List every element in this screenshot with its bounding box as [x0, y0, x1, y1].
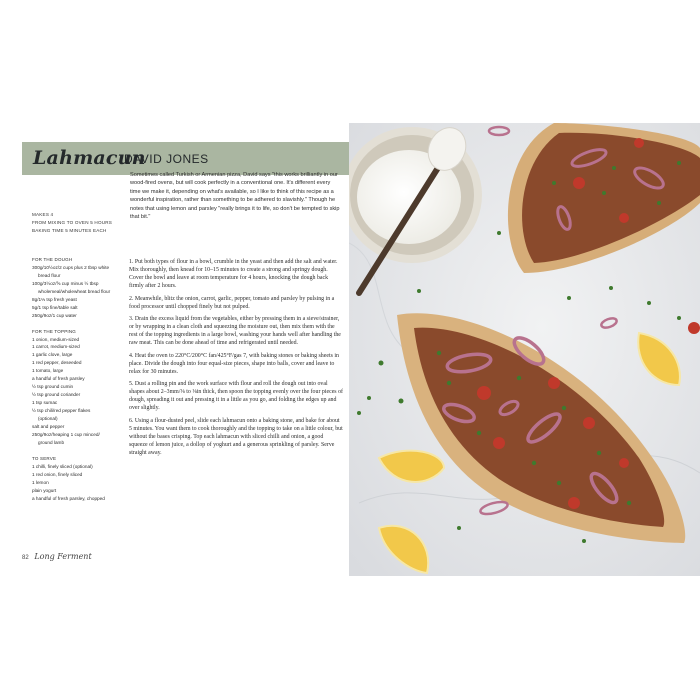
- book-title: Long Ferment: [34, 552, 92, 561]
- photo-illustration: [349, 123, 700, 576]
- recipe-meta: [32, 211, 127, 235]
- ingredient-item: ground lamb: [38, 439, 65, 445]
- lahmacun-photo: [349, 123, 700, 576]
- ingredient-item: 1 carrot, medium-sized: [32, 344, 80, 350]
- meta-mixing-time: FROM MIXING TO OVEN 5 HOURS: [32, 220, 113, 225]
- ingredient-item: plain yogurt: [32, 487, 57, 493]
- ingredient-item: bread flour: [38, 272, 61, 278]
- ingredients-list: [32, 256, 124, 503]
- ingredient-item: 1 red onion, finely sliced: [32, 471, 83, 477]
- ingredient-item: 1 red pepper, deseeded: [32, 360, 82, 366]
- ingredient-item: 1 tsp sumac: [32, 400, 58, 406]
- meta-baking-time: BAKING TIME 5 MINUTES EACH: [32, 228, 107, 233]
- ingredient-item: a handful of fresh parsley, chopped: [32, 495, 105, 501]
- page-number: 82: [22, 555, 29, 561]
- ingredient-heading-serve: TO SERVE: [32, 455, 57, 461]
- ingredient-heading-topping: FOR THE TOPPING: [32, 328, 77, 334]
- meta-makes: MAKES 4: [32, 212, 54, 217]
- ingredient-item: 250g/9oz/1 cup water: [32, 312, 77, 318]
- recipe-intro: Sometimes called Turkish or Armenian pizza, David says "this works brilliantly in our wood-fired ovens, but will cook perfectly in a conventional one. It's different every time we make it, depending on what's available, so I like to think of this recipe as a wonderful inspiration, rather than something to be adhered to slavishly." Though he notes that using lemon and parsley "really brings it to life, so don't be tempted to skip that bit.": [130, 172, 340, 221]
- recipe-author: DAVID JONES: [124, 152, 209, 166]
- ingredient-item: salt and pepper: [32, 424, 65, 429]
- ingredient-item: 5g/1 tsp fine/table salt: [32, 304, 78, 310]
- ingredient-item: a handful of fresh parsley: [32, 376, 85, 382]
- method-step: 3. Drain the excess liquid from the vegetables, either by pressing them in a sieve/strainer, or by wrapping in a clean cloth and squeezing the moisture out, then mix them with the rest of the topping ingredients in a large bowl, washing your hands well after handling the raw meat. This can be done ahead of time and refrigerated until needed.: [129, 315, 341, 347]
- ingredient-item: 1 lemon: [32, 479, 49, 485]
- method-steps: [129, 258, 343, 461]
- ingredient-item: ½ tsp ground cumin: [32, 384, 74, 390]
- ingredient-item: 300g/10½oz/2 cups plus 2 tbsp white: [32, 264, 110, 270]
- ingredient-item: ½ tsp ground coriander: [32, 392, 81, 398]
- ingredient-item: 100g/3½oz/⅝ cup minus ½ tbsp: [32, 280, 99, 286]
- ingredient-item: 250g/9oz/heaping 1 cup minced/: [32, 431, 100, 437]
- method-step: 6. Using a flour-dusted peel, slide each lahmacun onto a baking stone, and bake for about 5 minutes. You want them to cook thoroughly and the topping to take on a little colour, but without the bases crisping. Top each lahmacun with sliced chilli and onion, a good squeeze of lemon juice, a dollop of yoghurt and a generous sprinkling of parsley. Serve straight away.: [129, 417, 343, 456]
- ingredient-item: (optional): [38, 416, 58, 422]
- ingredient-heading-dough: FOR THE DOUGH: [32, 257, 73, 262]
- ingredient-item: 1 garlic clove, large: [32, 352, 73, 358]
- recipe-title: Lahmacun: [33, 147, 146, 169]
- ingredient-item: 8g/1⅓ tsp fresh yeast: [32, 296, 77, 302]
- ingredient-item: ½ tsp chili/red pepper flakes: [32, 408, 91, 414]
- chilli-slice: [688, 322, 700, 334]
- page-footer: [22, 552, 92, 561]
- ingredient-item: 1 chilli, finely sliced (optional): [32, 463, 93, 469]
- ingredient-item: wholemeal/wholewheat bread flour: [38, 288, 111, 294]
- method-step: 5. Dust a rolling pin and the work surface with flour and roll the dough out into oval shapes about 2–3mm/⅛ to ⅛in thick, then spoon the topping evenly over the four pieces of dough, spreading it out and pressing it in a little as you go, and folding the edges up and over slightly.: [129, 380, 343, 412]
- ingredient-item: 1 onion, medium-sized: [32, 336, 80, 342]
- method-step: 4. Heat the oven to 220°C/200°C fan/425°F/gas 7, with baking stones or baking sheets in place. Divide the dough into four equal-size pieces, shape into balls, cover and leave to relax for 30 minutes.: [129, 352, 339, 375]
- method-step: 2. Meanwhile, blitz the onion, carrot, garlic, pepper, tomato and parsley by pulsing in a food processor until chopped finely but not pulped.: [129, 295, 335, 310]
- ingredient-item: 1 tomato, large: [32, 368, 64, 374]
- method-step: 1. Put both types of flour in a bowl, crumble in the yeast and then add the salt and water. Mix thoroughly, then knead for 10–15 minutes to create a strong and springy dough. Cover the bowl and leave at room temperature for 4 hours, knocking the dough back firmly after 2 hours.: [129, 259, 338, 290]
